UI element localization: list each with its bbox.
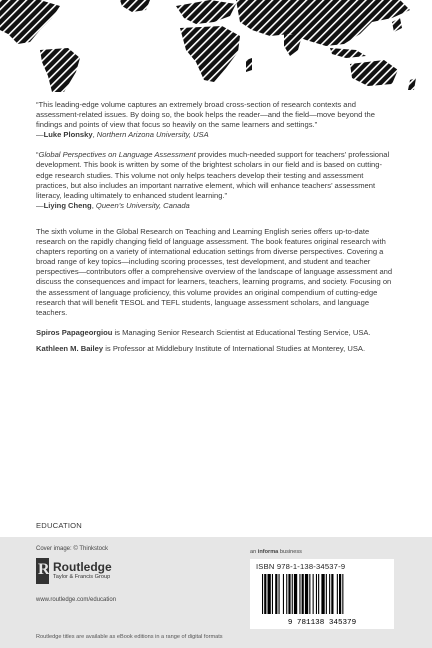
routledge-logo-mark-icon xyxy=(36,558,49,584)
isbn-text: ISBN 978-1-138-34537-9 xyxy=(256,562,346,571)
informa-business-line xyxy=(250,549,302,555)
barcode-bar xyxy=(321,574,324,614)
author-name: Spiros Papageorgiou xyxy=(36,327,113,337)
barcode-bar xyxy=(286,574,287,614)
publisher-footer xyxy=(0,537,432,648)
barcode-bar xyxy=(302,574,304,614)
barcode-bar xyxy=(318,574,319,614)
barcode-bar xyxy=(262,574,263,614)
barcode-bar xyxy=(272,574,273,614)
map-new-zealand xyxy=(408,78,416,90)
barcode-icon xyxy=(256,574,388,626)
barcode-digits: 9 781138 345379 xyxy=(287,619,357,626)
informa-post: business xyxy=(278,549,302,555)
barcode-bar xyxy=(329,574,330,614)
author-bio: is Professor at Middlebury Institute of International Studies at Monterey, USA. xyxy=(103,343,366,353)
barcode-panel xyxy=(250,559,394,629)
subject-category: EDUCATION xyxy=(36,521,82,530)
cover-image-credit: Cover image: © Thinkstock xyxy=(36,546,109,552)
barcode-bar xyxy=(288,574,290,614)
world-map-image xyxy=(0,0,432,92)
back-cover-text xyxy=(36,100,396,354)
map-madagascar xyxy=(246,58,252,72)
publisher-url: www.routledge.com/education xyxy=(36,597,117,603)
map-greenland xyxy=(120,0,150,12)
endorsement-quote-2 xyxy=(36,150,396,211)
quote-body: provides much-needed support for teachers’ professional development. This book is written by some of the brightest scholars in our field and is based on cutting-edge research studies. This volume not only helps teachers develop their testing and assessment practices, but also includes an important narrative element, which will enhance teachers’ assessment literacy, leading ultimately to enhanced student learning.” xyxy=(36,150,390,200)
quote-affiliation: Northern Arizona University, USA xyxy=(96,130,209,140)
barcode-bar xyxy=(283,574,284,614)
map-europe xyxy=(176,0,236,24)
barcode-bar xyxy=(294,574,297,614)
endorsement-quote-1 xyxy=(36,100,396,140)
publisher-name: Routledge xyxy=(53,560,112,574)
barcode-bar xyxy=(316,574,317,614)
quote-book-title: Global Perspectives on Language Assessment xyxy=(38,150,196,160)
attrib-dash: — xyxy=(36,130,44,140)
barcode-bar xyxy=(331,574,333,614)
quote-affiliation: Queen’s University, Canada xyxy=(95,200,190,210)
publisher-group: Taylor & Francis Group xyxy=(53,574,111,580)
ebook-note: Routledge titles are available as eBook editions in a range of digital formats xyxy=(36,634,223,640)
map-australia xyxy=(350,60,398,86)
barcode-bar xyxy=(279,574,280,614)
barcode-bar xyxy=(339,574,341,614)
barcode-bar xyxy=(264,574,266,614)
quote-attribution xyxy=(36,130,396,140)
quote-author: Liying Cheng xyxy=(43,200,92,210)
author-name: Kathleen M. Bailey xyxy=(36,343,104,353)
attrib-separator: , xyxy=(92,130,97,140)
quote-attribution xyxy=(36,201,396,211)
barcode-bar xyxy=(342,574,343,614)
attrib-separator: , xyxy=(91,200,96,210)
map-africa xyxy=(180,26,240,82)
barcode-bar xyxy=(275,574,277,614)
barcode-bar xyxy=(305,574,308,614)
author-bio-1 xyxy=(36,328,396,338)
map-south-america xyxy=(40,48,80,92)
quote-text: “This leading-edge volume captures an extremely broad cross-section of research contexts and assessment-related issues. By doing so, the book helps the reader—and the field—move beyond the findings and points of view that focus so heavily on the same learners and settings.” xyxy=(36,100,375,130)
barcode-bar xyxy=(299,574,300,614)
barcode-bar xyxy=(309,574,310,614)
book-description: The sixth volume in the Global Research on Teaching and Learning English series offers up-to-date research on the rapidly changing field of language assessment. The book features original research with chapters reporting on a variety of international education settings from diverse perspectives. Covering a broad range of key topics—including scoring processes, test development, and student and teacher perspectives—contributors offer a comprehensive overview of the landscape of language assessment and discuss the consequences and impact for learners, teachers, learning programs, and society. Focusing on the assessment of language proficiency, this volume provides an original compendium of cutting-edge research that will benefit TESOL and TEFL students, language assessment scholars, and language teachers. xyxy=(36,226,393,317)
barcode-bar xyxy=(337,574,338,614)
informa-pre: an xyxy=(250,549,258,555)
map-north-america xyxy=(0,0,60,44)
world-map-svg xyxy=(0,0,432,92)
map-asia xyxy=(236,0,410,46)
barcode-bar xyxy=(268,574,271,614)
attrib-dash: — xyxy=(36,200,44,210)
map-se-asia xyxy=(330,48,366,58)
logo-letter: R xyxy=(38,561,50,578)
informa-brand: informa xyxy=(257,549,279,555)
author-bio-2 xyxy=(36,344,396,354)
author-bio: is Managing Senior Research Scientist at Educational Testing Service, USA. xyxy=(112,327,371,337)
barcode-bar xyxy=(313,574,314,614)
map-india xyxy=(284,34,302,56)
quote-open-mark: “ xyxy=(36,150,39,160)
barcode-bar xyxy=(292,574,293,614)
map-japan xyxy=(392,18,402,32)
quote-author: Luke Plonsky xyxy=(43,130,93,140)
barcode-bar xyxy=(326,574,327,614)
quote-text xyxy=(36,150,396,200)
routledge-logo xyxy=(36,558,156,594)
